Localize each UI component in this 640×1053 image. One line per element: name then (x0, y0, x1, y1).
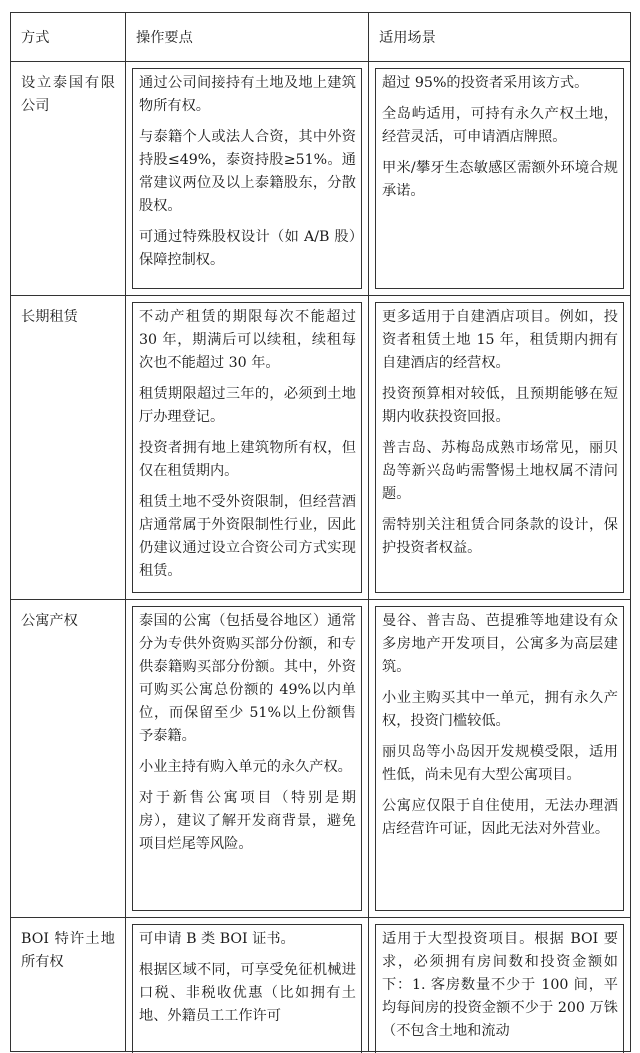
method-label: 长期租赁 (21, 309, 78, 325)
points-cell (126, 62, 369, 296)
method-cell (11, 600, 126, 918)
scenarios-cell (369, 918, 631, 1052)
header-scenarios: 适用场景 (369, 13, 631, 62)
document-page (10, 12, 630, 1052)
points-cell (126, 296, 369, 600)
table-row (11, 600, 631, 918)
point-text: 不动产租赁的期限每次不能超过 30 年，期满后可以续租，续租每次也不能超过 30 年。 (139, 309, 356, 371)
point-text: 租赁土地不受外资限制，但经营酒店通常属于外资限制性行业，因此仍建议通过设立合资公司方式实现租赁。 (139, 494, 356, 579)
point-text: 投资者拥有地上建筑物所有权，但仅在租赁期内。 (139, 440, 356, 479)
scenario-text: 适用于大型投资项目。根据 BOI 要求，必须拥有房间数和投资金额如下：1. 客房数量不少于 100 间，平均每间房的投资金额不少于 200 万铢（不包含土地和流动 (382, 931, 618, 1039)
scenario-text: 公寓应仅限于自住使用，无法办理酒店经营许可证，因此无法对外营业。 (382, 798, 618, 837)
table-header-row (11, 13, 631, 62)
scenario-text: 超过 95%的投资者采用该方式。 (382, 75, 589, 91)
points-cell (126, 918, 369, 1052)
point-text: 通过公司间接持有土地及地上建筑物所有权。 (139, 75, 356, 114)
point-text: 对于新售公寓项目（特别是期房），建议了解开发商背景，避免项目烂尾等风险。 (139, 790, 356, 852)
method-cell (11, 296, 126, 600)
point-text: 根据区域不同，可享受免征机械进口税、非税收优惠（比如拥有土地、外籍员工工作许可 (139, 962, 356, 1024)
table-row (11, 296, 631, 600)
header-points: 操作要点 (126, 13, 369, 62)
table-row (11, 62, 631, 296)
method-cell (11, 62, 126, 296)
method-cell (11, 918, 126, 1052)
method-label: 公寓产权 (21, 613, 78, 629)
scenario-text: 甲米/攀牙生态敏感区需额外环境合规承诺。 (382, 160, 618, 199)
point-text: 可通过特殊股权设计（如 A/B 股）保障控制权。 (139, 229, 356, 268)
scenario-text: 需特别关注租赁合同条款的设计，保护投资者权益。 (382, 517, 618, 556)
points-cell (126, 600, 369, 918)
scenarios-cell (369, 600, 631, 918)
scenarios-cell (369, 296, 631, 600)
scenario-text: 普吉岛、苏梅岛成熟市场常见，丽贝岛等新兴岛屿需警惕土地权属不清问题。 (382, 440, 618, 502)
scenario-text: 曼谷、普吉岛、芭提雅等地建设有众多房地产开发项目，公寓多为高层建筑。 (382, 613, 618, 675)
method-label: BOI 特许土地所有权 (21, 931, 115, 970)
table-row (11, 918, 631, 1052)
comparison-table (10, 12, 631, 1052)
scenario-text: 全岛屿适用，可持有永久产权土地，经营灵活，可申请酒店牌照。 (382, 106, 618, 145)
scenario-text: 丽贝岛等小岛因开发规模受限，适用性低，尚未见有大型公寓项目。 (382, 744, 618, 783)
scenario-text: 更多适用于自建酒店项目。例如，投资者租赁土地 15 年，租赁期内拥有自建酒店的经营权。 (382, 309, 618, 371)
point-text: 小业主持有购入单元的永久产权。 (139, 759, 352, 775)
point-text: 租赁期限超过三年的，必须到土地厅办理登记。 (139, 386, 356, 425)
method-label: 设立泰国有限公司 (21, 75, 115, 114)
scenario-text: 投资预算相对较低，且预期能够在短期内收获投资回报。 (382, 386, 618, 425)
header-method: 方式 (11, 13, 126, 62)
point-text: 泰国的公寓（包括曼谷地区）通常分为专供外资购买部分份额，和专供泰籍购买部分份额。其中，外资可购买公寓总份额的 49%以内单位，而保留至少 51%以上份额售予泰籍。 (139, 613, 356, 744)
scenarios-cell (369, 62, 631, 296)
scenario-text: 小业主购买其中一单元，拥有永久产权，投资门槛较低。 (382, 690, 618, 729)
point-text: 可申请 B 类 BOI 证书。 (139, 931, 295, 947)
point-text: 与泰籍个人或法人合资，其中外资持股≤49%，泰资持股≥51%。通常建议两位及以上泰籍股东，分散股权。 (139, 129, 356, 214)
